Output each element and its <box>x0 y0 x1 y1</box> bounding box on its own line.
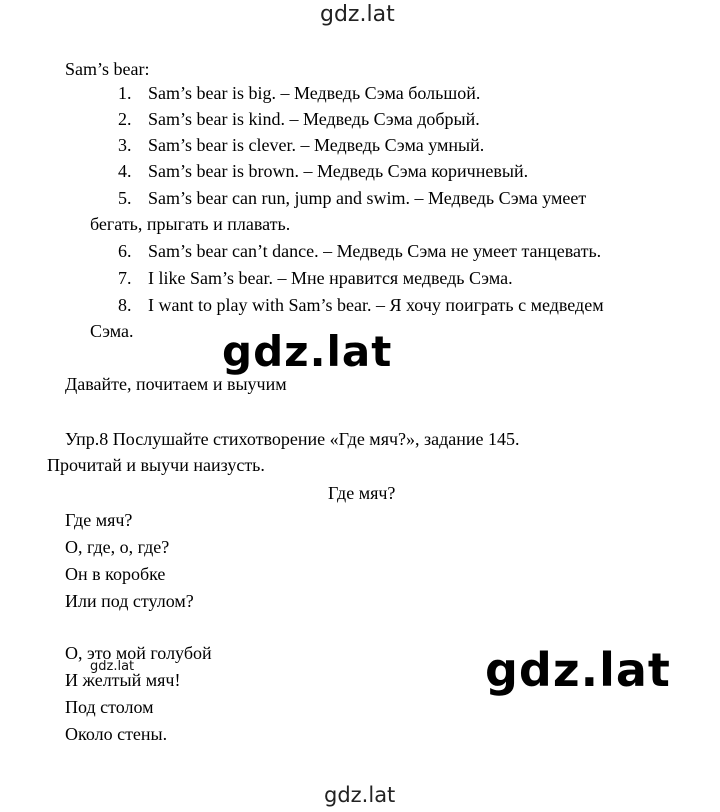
list-item <box>118 108 480 130</box>
section-heading-read-learn: Давайте, почитаем и выучим <box>65 374 287 394</box>
section-heading-sams-bear: Sam’s bear: <box>65 59 150 79</box>
exercise-line: Упр.8 Послушайте стихотворение «Где мяч?», задание 145. <box>65 429 520 449</box>
instruction-line: Прочитай и выучи наизусть. <box>47 455 265 475</box>
list-item-text: Sam’s bear is kind. – Медведь Сэма добрый. <box>148 109 480 129</box>
poem-title: Где мяч? <box>328 483 396 503</box>
list-item-text: Sam’s bear can run, jump and swim. – Медведь Сэма умеет <box>148 188 587 208</box>
list-item-text: Sam’s bear is brown. – Медведь Сэма коричневый. <box>148 161 529 181</box>
poem-line: Он в коробке <box>65 564 166 584</box>
list-item-text: Sam’s bear is big. – Медведь Сэма большой. <box>148 83 481 103</box>
list-item <box>118 240 601 262</box>
list-item <box>118 134 484 156</box>
watermark-small: gdz.lat <box>90 659 135 674</box>
poem-line: Или под стулом? <box>65 591 194 611</box>
list-item-number: 6. <box>118 241 132 261</box>
list-item-text: I like Sam’s bear. – Мне нравится медведь Сэма. <box>148 268 513 288</box>
list-item-text: I want to play with Sam’s bear. – Я хочу поиграть с медведем <box>148 295 604 315</box>
poem-line: Около стены. <box>65 724 168 744</box>
poem-line: И желтый мяч! <box>65 670 181 690</box>
list-item-continuation: Сэма. <box>90 321 134 341</box>
list-item-number: 8. <box>118 295 132 315</box>
list-item-text: Sam’s bear can’t dance. – Медведь Сэма не умеет танцевать. <box>148 241 602 261</box>
list-item-number: 4. <box>118 161 132 181</box>
list-item <box>118 160 528 182</box>
watermark-top: gdz.lat <box>320 2 395 27</box>
list-item-text: Sam’s bear is clever. – Медведь Сэма умный. <box>148 135 485 155</box>
poem-line: О, где, о, где? <box>65 537 170 557</box>
poem-line: Где мяч? <box>65 510 133 530</box>
list-item-continuation: бегать, прыгать и плавать. <box>90 214 291 234</box>
watermark-middle: gdz.lat <box>222 327 393 376</box>
list-item <box>118 267 513 289</box>
list-item <box>118 187 586 209</box>
list-item <box>118 82 480 104</box>
list-item-number: 3. <box>118 135 132 155</box>
list-item-number: 1. <box>118 83 132 103</box>
poem-line: О, это мой голубой <box>65 643 212 663</box>
list-item-number: 5. <box>118 188 132 208</box>
watermark-right: gdz.lat <box>485 643 671 697</box>
poem-line: Под столом <box>65 697 154 717</box>
list-item-number: 7. <box>118 268 132 288</box>
watermark-bottom: gdz.lat <box>324 783 396 807</box>
list-item <box>118 294 604 316</box>
list-item-number: 2. <box>118 109 132 129</box>
